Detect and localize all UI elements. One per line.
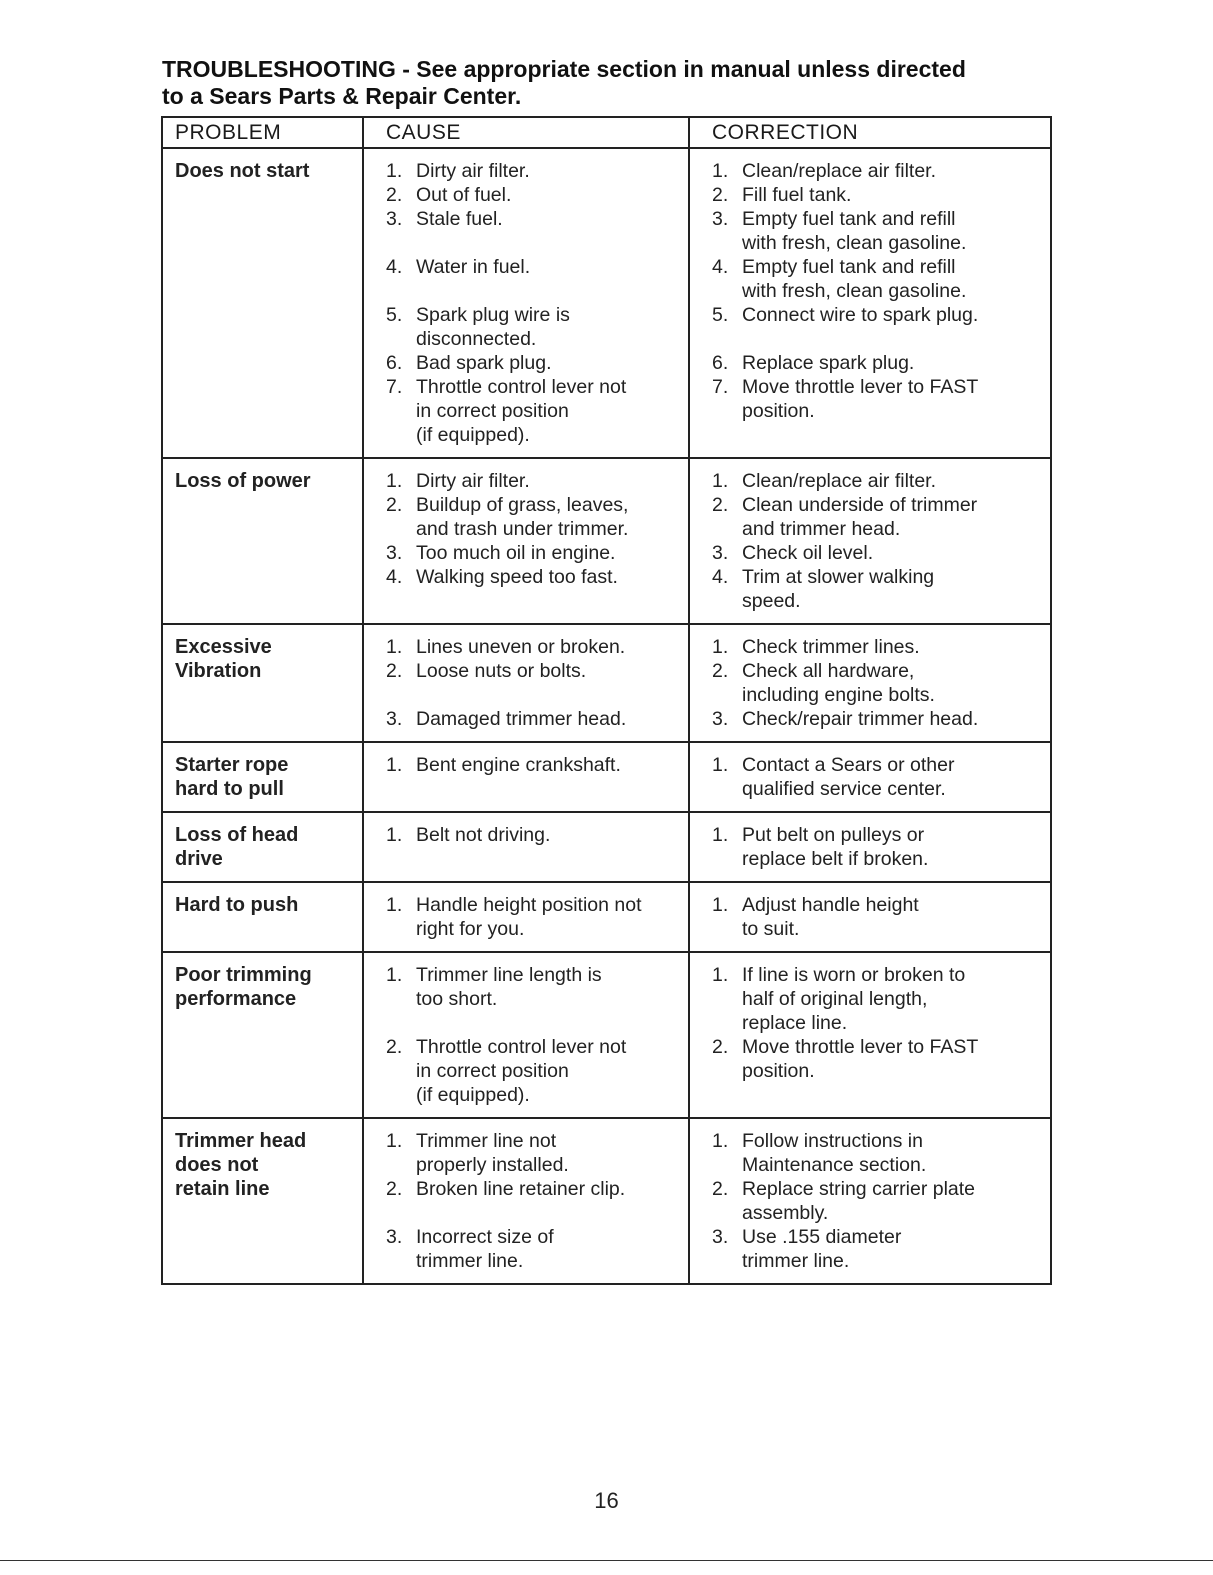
table-row bbox=[162, 812, 1051, 882]
correction-number: 1. bbox=[712, 754, 729, 776]
correction-text: Check trimmer lines. bbox=[742, 636, 920, 658]
cause-number: 3. bbox=[386, 708, 403, 730]
cause-number: 2. bbox=[386, 660, 403, 682]
cause-text: in correct position bbox=[416, 1060, 569, 1082]
correction-number: 4. bbox=[712, 256, 729, 278]
correction-cell bbox=[689, 952, 1051, 1118]
cause-item bbox=[364, 1177, 688, 1201]
cause-number: 3. bbox=[386, 208, 403, 230]
correction-item bbox=[690, 753, 1050, 801]
correction-text: Follow instructions in bbox=[742, 1130, 923, 1152]
correction-number: 2. bbox=[712, 494, 729, 516]
problem-label: retain line bbox=[175, 1178, 270, 1200]
correction-text: trimmer line. bbox=[742, 1250, 850, 1272]
correction-item bbox=[690, 255, 1050, 303]
cause-text: Damaged trimmer head. bbox=[416, 708, 627, 730]
cause-item bbox=[364, 753, 688, 777]
cause-text: Trimmer line not bbox=[416, 1130, 557, 1152]
cause-text: Broken line retainer clip. bbox=[416, 1178, 626, 1200]
problem-label: drive bbox=[175, 848, 223, 870]
problem-cell bbox=[162, 952, 363, 1118]
correction-item bbox=[690, 207, 1050, 255]
cause-cell bbox=[363, 624, 689, 742]
table-header-row bbox=[162, 117, 1051, 148]
problem-cell bbox=[162, 1118, 363, 1284]
cause-number: 5. bbox=[386, 304, 403, 326]
cause-text: Bent engine crankshaft. bbox=[416, 754, 621, 776]
correction-item bbox=[690, 469, 1050, 493]
correction-cell bbox=[689, 742, 1051, 812]
problem-label: does not bbox=[175, 1154, 259, 1176]
correction-text: Check/repair trimmer head. bbox=[742, 708, 979, 730]
correction-text: Connect wire to spark plug. bbox=[742, 304, 979, 326]
cause-number: 4. bbox=[386, 566, 403, 588]
correction-item bbox=[690, 565, 1050, 613]
correction-text: replace line. bbox=[742, 1012, 848, 1034]
cause-text: Spark plug wire is bbox=[416, 304, 570, 326]
correction-text: Check all hardware, bbox=[742, 660, 915, 682]
correction-item bbox=[690, 1177, 1050, 1225]
correction-number: 1. bbox=[712, 824, 729, 846]
correction-item bbox=[690, 159, 1050, 183]
table-row bbox=[162, 624, 1051, 742]
cause-item bbox=[364, 893, 688, 941]
cause-text: Dirty air filter. bbox=[416, 470, 530, 492]
cause-text: trimmer line. bbox=[416, 1250, 524, 1272]
cause-text: (if equipped). bbox=[416, 424, 530, 446]
item-spacer bbox=[364, 279, 688, 303]
correction-text: assembly. bbox=[742, 1202, 829, 1224]
heading-line-2: to a Sears Parts & Repair Center. bbox=[162, 83, 522, 109]
cause-item bbox=[364, 963, 688, 1011]
cause-item bbox=[364, 659, 688, 683]
cause-number: 1. bbox=[386, 160, 403, 182]
correction-item bbox=[690, 493, 1050, 541]
correction-number: 2. bbox=[712, 1036, 729, 1058]
correction-text: Check oil level. bbox=[742, 542, 874, 564]
correction-text: Maintenance section. bbox=[742, 1154, 927, 1176]
cause-cell bbox=[363, 952, 689, 1118]
correction-cell bbox=[689, 882, 1051, 952]
correction-item bbox=[690, 375, 1050, 423]
correction-number: 3. bbox=[712, 542, 729, 564]
cause-cell bbox=[363, 1118, 689, 1284]
problem-cell bbox=[162, 458, 363, 624]
correction-text: Trim at slower walking bbox=[742, 566, 935, 588]
correction-text: with fresh, clean gasoline. bbox=[742, 232, 967, 254]
correction-number: 3. bbox=[712, 708, 729, 730]
correction-text: If line is worn or broken to bbox=[742, 964, 966, 986]
problem-label: Vibration bbox=[175, 660, 262, 682]
correction-cell bbox=[689, 458, 1051, 624]
correction-text: half of original length, bbox=[742, 988, 928, 1010]
cause-text: Buildup of grass, leaves, bbox=[416, 494, 629, 516]
cause-text: Bad spark plug. bbox=[416, 352, 552, 374]
cause-text: Handle height position not bbox=[416, 894, 642, 916]
cause-text: Walking speed too fast. bbox=[416, 566, 618, 588]
table-row bbox=[162, 742, 1051, 812]
item-spacer bbox=[364, 683, 688, 707]
correction-number: 6. bbox=[712, 352, 729, 374]
cause-text: Loose nuts or bolts. bbox=[416, 660, 587, 682]
correction-text: Adjust handle height bbox=[742, 894, 919, 916]
cause-number: 6. bbox=[386, 352, 403, 374]
cause-number: 1. bbox=[386, 754, 403, 776]
cause-item bbox=[364, 565, 688, 589]
cause-number: 3. bbox=[386, 542, 403, 564]
correction-text: Fill fuel tank. bbox=[742, 184, 852, 206]
correction-item bbox=[690, 303, 1050, 327]
correction-text: Clean underside of trimmer bbox=[742, 494, 978, 516]
correction-text: Clean/replace air filter. bbox=[742, 470, 937, 492]
cause-text: Too much oil in engine. bbox=[416, 542, 616, 564]
cause-text: Throttle control lever not bbox=[416, 1036, 627, 1058]
correction-number: 1. bbox=[712, 160, 729, 182]
correction-text: Use .155 diameter bbox=[742, 1226, 902, 1248]
cause-item bbox=[364, 635, 688, 659]
cause-item bbox=[364, 469, 688, 493]
correction-text: Replace string carrier plate bbox=[742, 1178, 976, 1200]
cause-item bbox=[364, 183, 688, 207]
cause-item bbox=[364, 707, 688, 731]
heading-line-1: TROUBLESHOOTING - See appropriate section in manual unless directed bbox=[162, 56, 966, 82]
cause-number: 1. bbox=[386, 470, 403, 492]
correction-number: 4. bbox=[712, 566, 729, 588]
bottom-rule bbox=[0, 1560, 1213, 1561]
table-row bbox=[162, 458, 1051, 624]
correction-item bbox=[690, 1129, 1050, 1177]
correction-text: replace belt if broken. bbox=[742, 848, 929, 870]
cause-item bbox=[364, 1225, 688, 1273]
correction-item bbox=[690, 351, 1050, 375]
cause-item bbox=[364, 207, 688, 231]
correction-text: Move throttle lever to FAST bbox=[742, 376, 979, 398]
cause-text: properly installed. bbox=[416, 1154, 569, 1176]
cause-text: disconnected. bbox=[416, 328, 537, 350]
cause-text: Water in fuel. bbox=[416, 256, 531, 278]
correction-number: 2. bbox=[712, 660, 729, 682]
correction-number: 1. bbox=[712, 636, 729, 658]
correction-text: and trimmer head. bbox=[742, 518, 901, 540]
problem-label: Loss of power bbox=[175, 470, 311, 492]
problem-label: Poor trimming bbox=[175, 964, 312, 986]
correction-number: 5. bbox=[712, 304, 729, 326]
cause-text: (if equipped). bbox=[416, 1084, 530, 1106]
correction-item bbox=[690, 1225, 1050, 1273]
cause-cell bbox=[363, 812, 689, 882]
correction-number: 7. bbox=[712, 376, 729, 398]
cause-item bbox=[364, 375, 688, 447]
problem-label: Loss of head bbox=[175, 824, 299, 846]
item-spacer bbox=[364, 231, 688, 255]
correction-text: position. bbox=[742, 1060, 815, 1082]
correction-number: 2. bbox=[712, 1178, 729, 1200]
correction-text: Replace spark plug. bbox=[742, 352, 915, 374]
page-heading bbox=[162, 56, 1062, 110]
header-problem: PROBLEM bbox=[162, 117, 363, 148]
correction-text: including engine bolts. bbox=[742, 684, 935, 706]
correction-text: Empty fuel tank and refill bbox=[742, 208, 956, 230]
correction-item bbox=[690, 823, 1050, 871]
correction-text: with fresh, clean gasoline. bbox=[742, 280, 967, 302]
cause-item bbox=[364, 493, 688, 541]
cause-item bbox=[364, 303, 688, 351]
correction-number: 2. bbox=[712, 184, 729, 206]
cause-text: right for you. bbox=[416, 918, 525, 940]
correction-text: Empty fuel tank and refill bbox=[742, 256, 956, 278]
problem-cell bbox=[162, 624, 363, 742]
correction-text: Put belt on pulleys or bbox=[742, 824, 925, 846]
correction-text: Contact a Sears or other bbox=[742, 754, 955, 776]
cause-cell bbox=[363, 742, 689, 812]
problem-label: Starter rope bbox=[175, 754, 289, 776]
cause-item bbox=[364, 255, 688, 279]
problem-cell bbox=[162, 742, 363, 812]
correction-text: Move throttle lever to FAST bbox=[742, 1036, 979, 1058]
item-spacer bbox=[364, 1011, 688, 1035]
cause-number: 1. bbox=[386, 964, 403, 986]
table-row bbox=[162, 952, 1051, 1118]
header-correction: CORRECTION bbox=[689, 117, 1051, 148]
correction-text: position. bbox=[742, 400, 815, 422]
table-row bbox=[162, 882, 1051, 952]
correction-number: 3. bbox=[712, 1226, 729, 1248]
problem-cell bbox=[162, 148, 363, 458]
correction-item bbox=[690, 893, 1050, 941]
cause-number: 2. bbox=[386, 184, 403, 206]
problem-label: performance bbox=[175, 988, 297, 1010]
cause-text: Stale fuel. bbox=[416, 208, 503, 230]
item-spacer bbox=[690, 327, 1050, 351]
cause-item bbox=[364, 1035, 688, 1107]
cause-number: 1. bbox=[386, 1130, 403, 1152]
cause-number: 2. bbox=[386, 1178, 403, 1200]
cause-text: Out of fuel. bbox=[416, 184, 512, 206]
cause-item bbox=[364, 541, 688, 565]
correction-item bbox=[690, 635, 1050, 659]
table-row bbox=[162, 148, 1051, 458]
correction-cell bbox=[689, 624, 1051, 742]
cause-text: too short. bbox=[416, 988, 498, 1010]
correction-text: to suit. bbox=[742, 918, 800, 940]
cause-number: 4. bbox=[386, 256, 403, 278]
problem-label: Trimmer head bbox=[175, 1130, 307, 1152]
header-cause: CAUSE bbox=[363, 117, 689, 148]
cause-text: Dirty air filter. bbox=[416, 160, 530, 182]
correction-item bbox=[690, 707, 1050, 731]
cause-item bbox=[364, 1129, 688, 1177]
problem-cell bbox=[162, 882, 363, 952]
correction-cell bbox=[689, 812, 1051, 882]
correction-cell bbox=[689, 148, 1051, 458]
cause-cell bbox=[363, 882, 689, 952]
correction-item bbox=[690, 541, 1050, 565]
correction-text: speed. bbox=[742, 590, 801, 612]
correction-item bbox=[690, 659, 1050, 707]
cause-number: 1. bbox=[386, 894, 403, 916]
cause-item bbox=[364, 351, 688, 375]
problem-label: Does not start bbox=[175, 160, 310, 182]
cause-text: Lines uneven or broken. bbox=[416, 636, 626, 658]
cause-text: Trimmer line length is bbox=[416, 964, 602, 986]
cause-text: in correct position bbox=[416, 400, 569, 422]
correction-number: 1. bbox=[712, 964, 729, 986]
correction-text: qualified service center. bbox=[742, 778, 946, 800]
correction-number: 1. bbox=[712, 1130, 729, 1152]
problem-label: Excessive bbox=[175, 636, 272, 658]
correction-item bbox=[690, 963, 1050, 1035]
correction-number: 1. bbox=[712, 894, 729, 916]
cause-cell bbox=[363, 458, 689, 624]
cause-number: 2. bbox=[386, 1036, 403, 1058]
cause-text: Incorrect size of bbox=[416, 1226, 554, 1248]
cause-item bbox=[364, 159, 688, 183]
cause-text: Belt not driving. bbox=[416, 824, 551, 846]
cause-number: 1. bbox=[386, 636, 403, 658]
cause-number: 1. bbox=[386, 824, 403, 846]
correction-item bbox=[690, 183, 1050, 207]
cause-number: 3. bbox=[386, 1226, 403, 1248]
cause-number: 2. bbox=[386, 494, 403, 516]
item-spacer bbox=[364, 1201, 688, 1225]
cause-text: Throttle control lever not bbox=[416, 376, 627, 398]
page-number: 16 bbox=[594, 1488, 619, 1513]
correction-number: 3. bbox=[712, 208, 729, 230]
correction-item bbox=[690, 1035, 1050, 1083]
problem-label: Hard to push bbox=[175, 894, 299, 916]
cause-number: 7. bbox=[386, 376, 403, 398]
cause-text: and trash under trimmer. bbox=[416, 518, 629, 540]
correction-number: 1. bbox=[712, 470, 729, 492]
correction-text: Clean/replace air filter. bbox=[742, 160, 937, 182]
cause-item bbox=[364, 823, 688, 847]
problem-cell bbox=[162, 812, 363, 882]
table-row bbox=[162, 1118, 1051, 1284]
correction-cell bbox=[689, 1118, 1051, 1284]
troubleshooting-table bbox=[161, 116, 1052, 1285]
cause-cell bbox=[363, 148, 689, 458]
problem-label: hard to pull bbox=[175, 778, 284, 800]
